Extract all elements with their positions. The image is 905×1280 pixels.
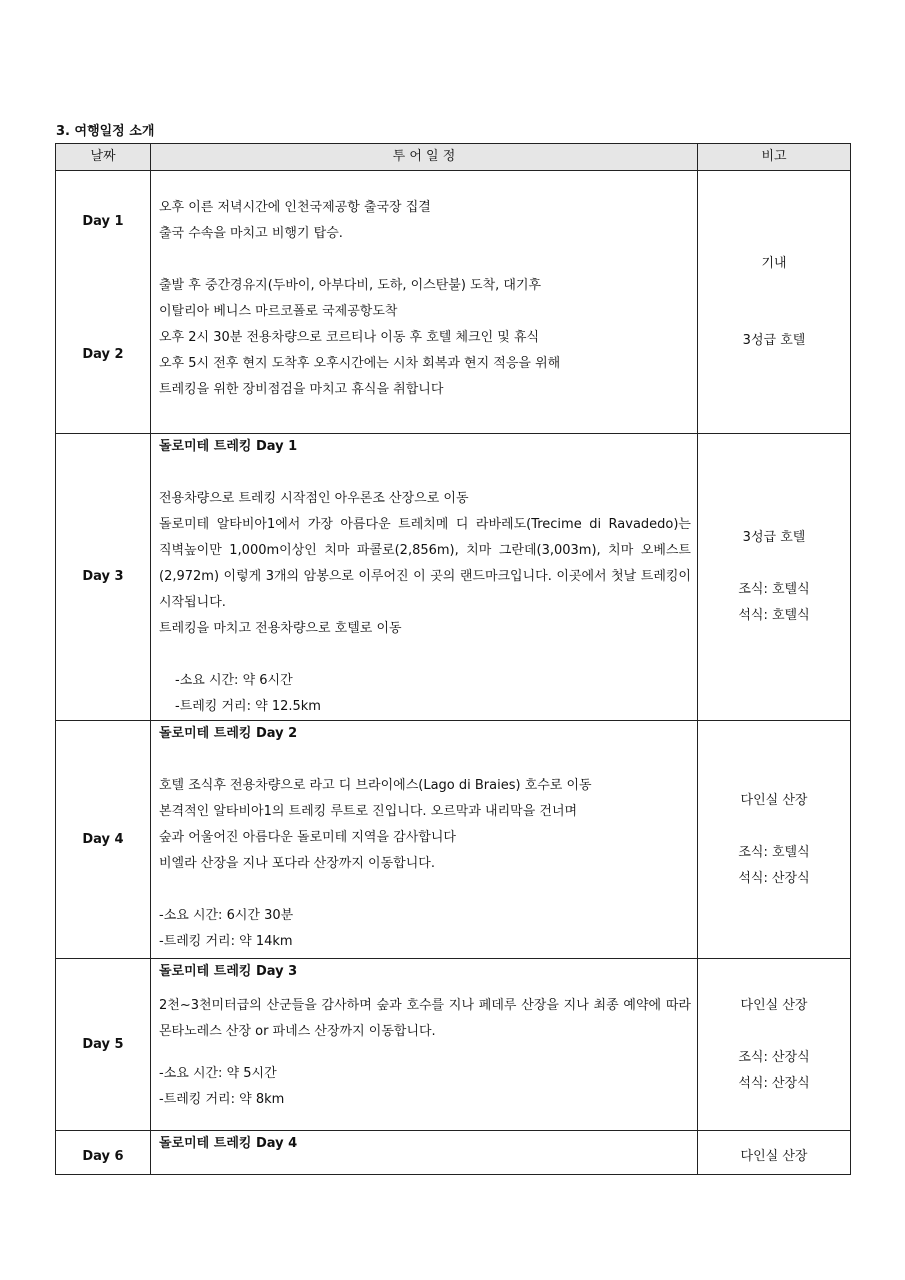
header-tour: 투 어 일 정 [151,144,698,171]
table-row-day4 [56,721,851,959]
tour-cell-day3 [151,434,698,721]
note-inflight: 기내 [761,256,787,271]
day-label-4: Day 4 [56,721,151,959]
itinerary-line: 트레킹을 위한 장비점검을 마치고 휴식을 취합니다 [159,382,444,397]
note-breakfast: 조식: 호텔식 [738,844,810,860]
note-breakfast: 조식: 산장식 [738,1049,810,1065]
itinerary-line: 비엘라 산장을 지나 포다라 산장까지 이동합니다. [159,856,435,871]
trek-title: 돌로미테 트레킹 Day 1 [159,439,298,454]
day-label-3: Day 3 [56,434,151,721]
table-row-day1-2 [56,171,851,434]
note-lodging: 3성급 호텔 [742,530,806,545]
note-dinner: 석식: 호텔식 [738,608,810,623]
itinerary-line: 출국 수속을 마치고 비행기 탑승. [159,226,343,241]
note-dinner: 석식: 산장식 [738,1075,810,1091]
note-dinner: 석식: 산장식 [738,870,810,886]
day-label-1: Day 1 [82,214,124,229]
table-row-day5 [56,959,851,1131]
trek-title: 돌로미테 트레킹 Day 3 [159,964,298,979]
tour-cell-day5 [151,959,698,1131]
day-cell-1-2 [56,171,151,434]
note-cell-day5 [698,959,851,1131]
note-breakfast: 조식: 호텔식 [738,582,810,597]
table-row-day3 [56,434,851,721]
note-lodging: 다인실 산장 [740,792,808,808]
header-date: 날짜 [56,144,151,171]
note-cell-day1-2 [698,171,851,434]
itinerary-paragraph: 2천~3천미터급의 산군들을 감사하며 숲과 호수를 지나 페데루 산장을 지나 최종 예약에 따라 몬타노레스 산장 or 파네스 산장까지 이동합니다. [159,998,691,1039]
trek-distance: -트레킹 거리: 약 14km [159,934,293,949]
trek-duration: -소요 시간: 약 5시간 [159,1066,277,1081]
tour-cell-day1-2 [151,171,698,434]
itinerary-table [55,143,851,1175]
tour-cell-day6 [151,1131,698,1175]
note-hotel: 3성급 호텔 [742,333,806,348]
trek-duration: -소요 시간: 6시간 30분 [159,908,294,923]
itinerary-line: 출발 후 중간경유지(두바이, 아부다비, 도하, 이스탄불) 도착, 대기후 [159,278,542,293]
note-cell-day3 [698,434,851,721]
itinerary-paragraph: 돌로미테 알타비아1에서 가장 아름다운 트레치메 디 라바레도(Trecime di Ravadedo)는 직벽높이만 1,000m이상인 치마 파콜로(2,856m), 치마 그란데(3,003m), 치마 오베스트(2,972m) 이렇게 3개의 암봉으로 이루어진 이 곳의 랜드마크입니다. 이곳에서 첫날 트레킹이 시작됩니다. [159,517,691,610]
note-lodging: 다인실 산장 [740,997,808,1013]
itinerary-line: 호텔 조식후 전용차량으로 라고 디 브라이에스(Lago di Braies) 호수로 이동 [159,778,592,793]
section-title: 3. 여행일정 소개 [56,124,155,139]
itinerary-line: 오후 이른 저녁시간에 인천국제공항 출국장 집결 [159,200,431,215]
note-lodging: 다인실 산장 [698,1131,851,1175]
day-label-5: Day 5 [56,959,151,1131]
trek-distance: -트레킹 거리: 약 8km [159,1092,285,1107]
tour-cell-day4 [151,721,698,959]
itinerary-line: 오후 2시 30분 전용차량으로 코르티나 이동 후 호텔 체크인 및 휴식 [159,330,540,345]
itinerary-line: 본격적인 알타비아1의 트레킹 루트로 진입니다. 오르막과 내리막을 건너며 [159,804,578,819]
day-label-2: Day 2 [82,347,124,362]
header-row [56,144,851,171]
table-row-day6 [56,1131,851,1175]
itinerary-line: 트레킹을 마치고 전용차량으로 호텔로 이동 [159,621,402,636]
itinerary-line: 오후 5시 전후 현지 도착후 오후시간에는 시차 회복과 현지 적응을 위해 [159,356,561,371]
trek-distance: -트레킹 거리: 약 12.5km [175,699,321,714]
trek-duration: -소요 시간: 약 6시간 [175,673,293,688]
note-cell-day4 [698,721,851,959]
itinerary-line: 전용차량으로 트레킹 시작점인 아우론조 산장으로 이동 [159,491,469,506]
trek-title: 돌로미테 트레킹 Day 4 [159,1136,298,1151]
trek-title: 돌로미테 트레킹 Day 2 [159,726,298,741]
header-note: 비고 [698,144,851,171]
day-label-6: Day 6 [56,1131,151,1175]
itinerary-line: 숲과 어울어진 아름다운 돌로미테 지역을 감사합니다 [159,830,456,845]
itinerary-line: 이탈리아 베니스 마르코폴로 국제공항도착 [159,304,398,319]
